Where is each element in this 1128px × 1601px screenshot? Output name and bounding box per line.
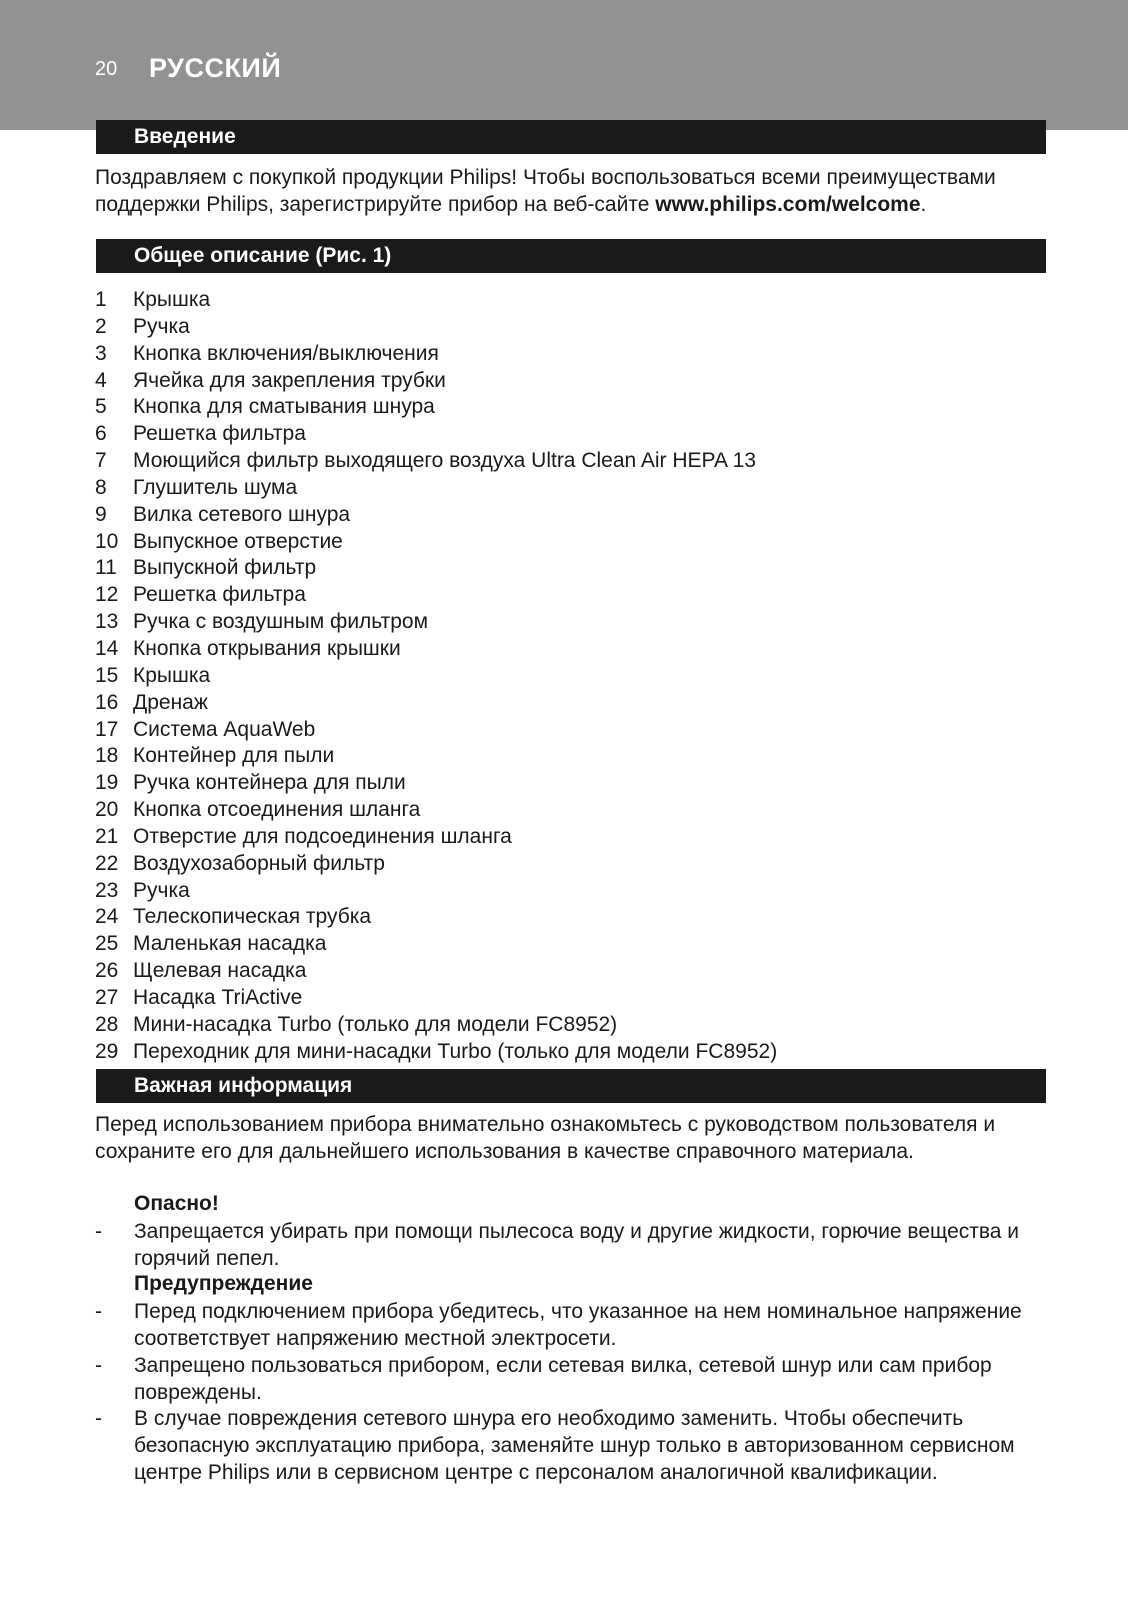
bullet-item	[95, 1218, 1055, 1272]
item-number: 24	[95, 905, 119, 929]
item-label: Система AquaWeb	[133, 717, 316, 741]
item-number: 11	[95, 556, 117, 580]
item-number: 19	[95, 771, 119, 795]
list-item	[95, 609, 1055, 636]
item-number: 25	[95, 932, 119, 956]
item-label: Выпускное отверстие	[133, 529, 343, 553]
item-number: 3	[95, 341, 107, 365]
warning-heading: Предупреждение	[134, 1272, 313, 1295]
list-item	[95, 770, 1055, 797]
list-item	[95, 1039, 1055, 1066]
item-number: 20	[95, 798, 119, 822]
bullet-dash: -	[95, 1407, 102, 1430]
list-item	[95, 663, 1055, 690]
item-number: 1	[95, 288, 107, 311]
bullet-dash: -	[95, 1220, 102, 1243]
list-item	[95, 555, 1055, 582]
item-label: Кнопка включения/выключения	[133, 341, 439, 365]
list-item	[95, 958, 1055, 985]
bullet-text: Перед подключением прибора убедитесь, что указанное на нем номинальное напряжение соответствует напряжению местной электросети.	[134, 1300, 1022, 1350]
list-item	[95, 743, 1055, 770]
list-item	[95, 368, 1055, 395]
list-item	[95, 287, 1055, 314]
item-number: 28	[95, 1012, 119, 1036]
item-number: 15	[95, 663, 119, 687]
danger-heading: Опасно!	[134, 1192, 219, 1215]
item-number: 14	[95, 636, 119, 660]
list-item	[95, 582, 1055, 609]
page-header-bar	[0, 0, 1128, 130]
item-number: 8	[95, 475, 107, 499]
item-number: 12	[95, 583, 119, 607]
list-item	[95, 851, 1055, 878]
bullet-text: В случае повреждения сетевого шнура его необходимо заменить. Чтобы обеспечить безопасную эксплуатацию прибора, заменяйте шнур только в авторизованном сервисном центре Philips или в сервисном центре с персоналом аналогичной квалификации.	[134, 1407, 1015, 1484]
list-item	[95, 904, 1055, 931]
item-label: Моющийся фильтр выходящего воздуха Ultra Clean Air HEPA 13	[133, 449, 757, 473]
item-number: 27	[95, 985, 119, 1009]
item-number: 18	[95, 744, 119, 768]
section-heading-overview: Общее описание (Рис. 1)	[96, 239, 1046, 273]
item-number: 26	[95, 959, 119, 983]
item-number: 23	[95, 878, 119, 902]
item-label: Ручка контейнера для пыли	[133, 771, 406, 795]
list-item	[95, 797, 1055, 824]
item-label: Ручка	[133, 878, 190, 902]
item-label: Решетка фильтра	[133, 583, 306, 607]
bullet-text: Запрещено пользоваться прибором, если сетевая вилка, сетевой шнур или сам прибор повреждены.	[134, 1354, 992, 1404]
item-number: 17	[95, 717, 119, 741]
list-item	[95, 985, 1055, 1012]
item-label: Контейнер для пыли	[133, 744, 335, 768]
item-label: Переходник для мини-насадки Turbo (только для модели FC8952)	[133, 1039, 778, 1063]
item-label: Крышка	[133, 288, 211, 311]
bullet-item	[95, 1405, 1055, 1486]
item-number: 13	[95, 610, 119, 634]
item-number: 5	[95, 395, 107, 419]
item-number: 6	[95, 422, 107, 446]
section-heading-intro: Введение	[96, 120, 1046, 154]
item-label: Воздухозаборный фильтр	[133, 851, 385, 875]
intro-text: Поздравляем с покупкой продукции Philips! Чтобы воспользоваться всеми преимуществами поддержки Philips, зарегистрируйте прибор на веб-сайте	[95, 166, 996, 216]
list-item	[95, 341, 1055, 368]
item-number: 7	[95, 449, 107, 473]
list-item	[95, 529, 1055, 556]
bullet-text: Запрещается убирать при помощи пылесоса воду и другие жидкости, горючие вещества и горячий пепел.	[134, 1220, 1020, 1270]
item-label: Насадка TriActive	[133, 985, 303, 1009]
item-label: Отверстие для подсоединения шланга	[133, 824, 512, 848]
item-label: Ручка с воздушным фильтром	[133, 610, 429, 634]
item-label: Кнопка открывания крышки	[133, 636, 401, 660]
item-number: 4	[95, 368, 107, 392]
item-label: Глушитель шума	[133, 475, 298, 499]
language-title: РУССКИЙ	[149, 53, 282, 83]
bullet-dash: -	[95, 1354, 102, 1377]
list-item	[95, 824, 1055, 851]
item-label: Маленькая насадка	[133, 932, 327, 956]
list-item	[95, 1012, 1055, 1039]
bullet-dash: -	[95, 1300, 102, 1323]
item-label: Крышка	[133, 663, 211, 687]
list-item	[95, 636, 1055, 663]
item-label: Решетка фильтра	[133, 422, 306, 446]
item-label: Ручка	[133, 314, 190, 338]
item-label: Телескопическая трубка	[133, 905, 372, 929]
bullet-item	[95, 1298, 1055, 1352]
item-number: 22	[95, 851, 119, 875]
list-item	[95, 690, 1055, 717]
list-item	[95, 878, 1055, 905]
page-number: 20	[95, 58, 118, 80]
item-number: 2	[95, 314, 107, 338]
important-paragraph: Перед использованием прибора внимательно ознакомьтесь с руководством пользователя и сохраните его для дальнейшего использования в качестве справочного материала.	[95, 1113, 996, 1163]
welcome-link[interactable]: www.philips.com/welcome	[655, 193, 921, 216]
item-label: Щелевая насадка	[133, 959, 307, 983]
intro-paragraph	[95, 164, 1055, 218]
list-item	[95, 502, 1055, 529]
list-item	[95, 421, 1055, 448]
list-item	[95, 394, 1055, 421]
item-number: 10	[95, 529, 119, 553]
item-number: 21	[95, 824, 119, 848]
list-item	[95, 931, 1055, 958]
item-number: 9	[95, 502, 107, 526]
bullet-item	[95, 1352, 1055, 1406]
list-item	[95, 475, 1055, 502]
item-label: Дренаж	[133, 690, 208, 714]
intro-text-end: .	[920, 193, 927, 216]
item-label: Кнопка отсоединения шланга	[133, 798, 421, 822]
item-label: Кнопка для сматывания шнура	[133, 395, 435, 419]
section-heading-important: Важная информация	[96, 1069, 1046, 1103]
item-number: 29	[95, 1039, 119, 1063]
item-number: 16	[95, 690, 119, 714]
parts-list	[95, 287, 1055, 1065]
list-item	[95, 448, 1055, 475]
item-label: Вилка сетевого шнура	[133, 502, 351, 526]
list-item	[95, 717, 1055, 744]
item-label: Ячейка для закрепления трубки	[133, 368, 446, 392]
list-item	[95, 314, 1055, 341]
item-label: Мини-насадка Turbo (только для модели FC8952)	[133, 1012, 618, 1036]
item-label: Выпускной фильтр	[133, 556, 317, 580]
